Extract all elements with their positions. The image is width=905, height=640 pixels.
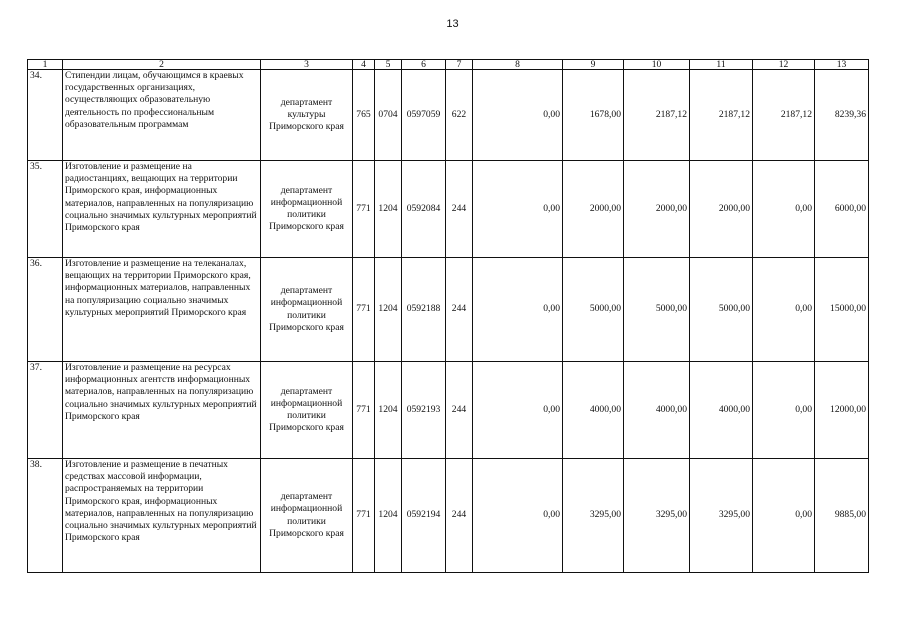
- measure-name: Изготовление и размещение в печатных средствах массовой информации, распространяемых на территории Приморского края, информационных материалов, направленных на популяризацию социально значимых культурных мероприятий Приморского края: [63, 459, 261, 573]
- department: департамент информационной политики Приморского края: [261, 362, 353, 459]
- column-header: 9: [563, 60, 624, 70]
- ministry-code: 771: [353, 258, 375, 362]
- amount-col8: 0,00: [473, 258, 563, 362]
- row-number: 34.: [28, 70, 63, 161]
- column-header: 10: [624, 60, 690, 70]
- amount-col11: 2187,12: [690, 70, 753, 161]
- column-header: 5: [375, 60, 402, 70]
- target-article-code: 0597059: [402, 70, 446, 161]
- department: департамент культуры Приморского края: [261, 70, 353, 161]
- column-header: 6: [402, 60, 446, 70]
- amount-col8: 0,00: [473, 161, 563, 258]
- department: департамент информационной политики Приморского края: [261, 459, 353, 573]
- column-header: 4: [353, 60, 375, 70]
- column-header: 2: [63, 60, 261, 70]
- department: департамент информационной политики Приморского края: [261, 258, 353, 362]
- target-article-code: 0592194: [402, 459, 446, 573]
- section-code: 1204: [375, 459, 402, 573]
- measure-name: Изготовление и размещение на телеканалах, вещающих на территории Приморского края, информационных материалов, направленных на популяризацию социально значимых культурных мероприятий Приморского края: [63, 258, 261, 362]
- page-number: 13: [446, 18, 459, 30]
- row-number: 37.: [28, 362, 63, 459]
- expense-type-code: 244: [446, 362, 473, 459]
- amount-col10: 3295,00: [624, 459, 690, 573]
- amount-col10: 2000,00: [624, 161, 690, 258]
- column-header: 1: [28, 60, 63, 70]
- section-code: 1204: [375, 362, 402, 459]
- amount-col10: 5000,00: [624, 258, 690, 362]
- expense-type-code: 622: [446, 70, 473, 161]
- amount-col10: 2187,12: [624, 70, 690, 161]
- measure-name: Изготовление и размещение на ресурсах информационных агентств информационных материалов, направленных на популяризацию социально значимых культурных мероприятий Приморского края: [63, 362, 261, 459]
- table-row: [28, 459, 869, 573]
- budget-table: [27, 59, 869, 573]
- amount-col8: 0,00: [473, 70, 563, 161]
- header-row: [28, 60, 869, 70]
- section-code: 1204: [375, 161, 402, 258]
- amount-col9: 4000,00: [563, 362, 624, 459]
- amount-col9: 1678,00: [563, 70, 624, 161]
- table-row: [28, 70, 869, 161]
- expense-type-code: 244: [446, 258, 473, 362]
- amount-total: 8239,36: [815, 70, 869, 161]
- measure-name: Стипендии лицам, обучающимся в краевых государственных организациях, осуществляющих образовательную деятельность по профессиональным образовательным программам: [63, 70, 261, 161]
- expense-type-code: 244: [446, 459, 473, 573]
- amount-col12: 0,00: [753, 258, 815, 362]
- section-code: 1204: [375, 258, 402, 362]
- amount-col9: 3295,00: [563, 459, 624, 573]
- ministry-code: 765: [353, 70, 375, 161]
- row-number: 38.: [28, 459, 63, 573]
- column-header: 7: [446, 60, 473, 70]
- amount-total: 6000,00: [815, 161, 869, 258]
- column-header: 12: [753, 60, 815, 70]
- amount-total: 9885,00: [815, 459, 869, 573]
- measure-name: Изготовление и размещение на радиостанциях, вещающих на территории Приморского края, информационных материалов, направленных на популяризацию социально значимых культурных мероприятий Приморского края: [63, 161, 261, 258]
- department: департамент информационной политики Приморского края: [261, 161, 353, 258]
- amount-col11: 2000,00: [690, 161, 753, 258]
- amount-col12: 0,00: [753, 459, 815, 573]
- column-header: 8: [473, 60, 563, 70]
- target-article-code: 0592188: [402, 258, 446, 362]
- amount-total: 15000,00: [815, 258, 869, 362]
- ministry-code: 771: [353, 362, 375, 459]
- column-header: 11: [690, 60, 753, 70]
- amount-col11: 5000,00: [690, 258, 753, 362]
- amount-total: 12000,00: [815, 362, 869, 459]
- amount-col11: 3295,00: [690, 459, 753, 573]
- amount-col9: 2000,00: [563, 161, 624, 258]
- table-row: [28, 161, 869, 258]
- column-header: 13: [815, 60, 869, 70]
- target-article-code: 0592193: [402, 362, 446, 459]
- row-number: 35.: [28, 161, 63, 258]
- table-row: [28, 258, 869, 362]
- section-code: 0704: [375, 70, 402, 161]
- expense-type-code: 244: [446, 161, 473, 258]
- amount-col10: 4000,00: [624, 362, 690, 459]
- amount-col9: 5000,00: [563, 258, 624, 362]
- table-row: [28, 362, 869, 459]
- target-article-code: 0592084: [402, 161, 446, 258]
- amount-col12: 0,00: [753, 362, 815, 459]
- ministry-code: 771: [353, 161, 375, 258]
- amount-col11: 4000,00: [690, 362, 753, 459]
- amount-col12: 0,00: [753, 161, 815, 258]
- amount-col8: 0,00: [473, 362, 563, 459]
- row-number: 36.: [28, 258, 63, 362]
- amount-col12: 2187,12: [753, 70, 815, 161]
- ministry-code: 771: [353, 459, 375, 573]
- column-header: 3: [261, 60, 353, 70]
- amount-col8: 0,00: [473, 459, 563, 573]
